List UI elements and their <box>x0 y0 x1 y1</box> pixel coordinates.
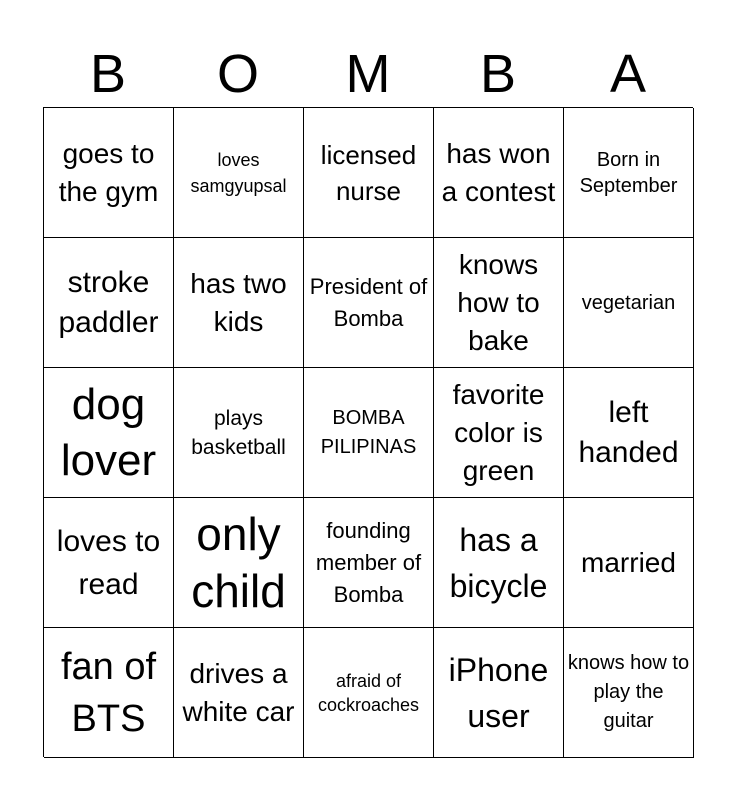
bingo-cell-r5c4[interactable] <box>434 628 564 758</box>
header-letter-m: M <box>345 44 391 104</box>
bingo-cell-r2c2[interactable] <box>174 238 304 368</box>
bingo-cell-r2c3[interactable] <box>304 238 434 368</box>
header-letter-b2: B <box>479 44 517 104</box>
cell-text: founding member of Bomba <box>315 517 422 607</box>
bingo-cell-r4c1[interactable] <box>44 498 174 628</box>
cell-text: stroke paddler <box>58 265 159 339</box>
cell-text: has won a contest <box>441 137 556 207</box>
bingo-cell-r3c3[interactable] <box>304 368 434 498</box>
cell-text: married <box>581 546 676 578</box>
cell-text: loves to read <box>56 524 161 601</box>
bingo-cell-r1c2[interactable] <box>174 108 304 238</box>
bingo-cell-r1c3[interactable] <box>304 108 434 238</box>
cell-text: drives a white car <box>182 657 295 727</box>
bingo-cell-r1c1[interactable] <box>44 108 174 238</box>
header-letter-a: A <box>609 44 647 104</box>
cell-text: afraid of cockroaches <box>317 670 420 715</box>
bingo-cell-r4c3[interactable] <box>304 498 434 628</box>
header-letter-o: O <box>216 44 259 104</box>
cell-text: Born in September <box>579 148 678 197</box>
bingo-cell-r3c1[interactable] <box>44 368 174 498</box>
cell-text: plays basketball <box>191 406 286 459</box>
bingo-cell-r5c1[interactable] <box>44 628 174 758</box>
bingo-header <box>43 42 693 106</box>
bingo-cell-r4c5[interactable] <box>564 498 694 628</box>
bingo-cell-r2c1[interactable] <box>44 238 174 368</box>
cell-text: licensed nurse <box>320 139 417 206</box>
cell-text: goes to the gym <box>58 137 159 207</box>
bingo-cell-r3c4[interactable] <box>434 368 564 498</box>
cell-text: only child <box>191 507 286 617</box>
bingo-cell-r2c4[interactable] <box>434 238 564 368</box>
cell-text: vegetarian <box>581 291 676 314</box>
cell-text: fan of BTS <box>60 645 157 740</box>
cell-text: has a bicycle <box>449 521 548 604</box>
bingo-cell-r4c4[interactable] <box>434 498 564 628</box>
cell-text: President of Bomba <box>309 273 428 331</box>
bingo-cell-r1c5[interactable] <box>564 108 694 238</box>
cell-text: iPhone user <box>448 651 549 734</box>
header-letter-b: B <box>89 44 127 104</box>
cell-text: knows how to bake <box>457 248 540 356</box>
cell-text: dog lover <box>60 379 157 485</box>
bingo-board <box>43 107 693 757</box>
bingo-cell-r1c4[interactable] <box>434 108 564 238</box>
cell-text: has two kids <box>190 267 287 337</box>
bingo-cell-r5c3[interactable] <box>304 628 434 758</box>
bingo-cell-r3c2[interactable] <box>174 368 304 498</box>
cell-text: BOMBA PILIPINAS <box>320 406 417 458</box>
cell-text: knows how to play the guitar <box>567 652 690 732</box>
bingo-cell-r4c2[interactable] <box>174 498 304 628</box>
bingo-cell-r5c2[interactable] <box>174 628 304 758</box>
bingo-cell-r5c5[interactable] <box>564 628 694 758</box>
bingo-cell-r2c5[interactable] <box>564 238 694 368</box>
cell-text: favorite color is green <box>452 378 545 486</box>
cell-text: left handed <box>578 395 679 469</box>
cell-text: loves samgyupsal <box>190 149 287 196</box>
bingo-cell-r3c5[interactable] <box>564 368 694 498</box>
